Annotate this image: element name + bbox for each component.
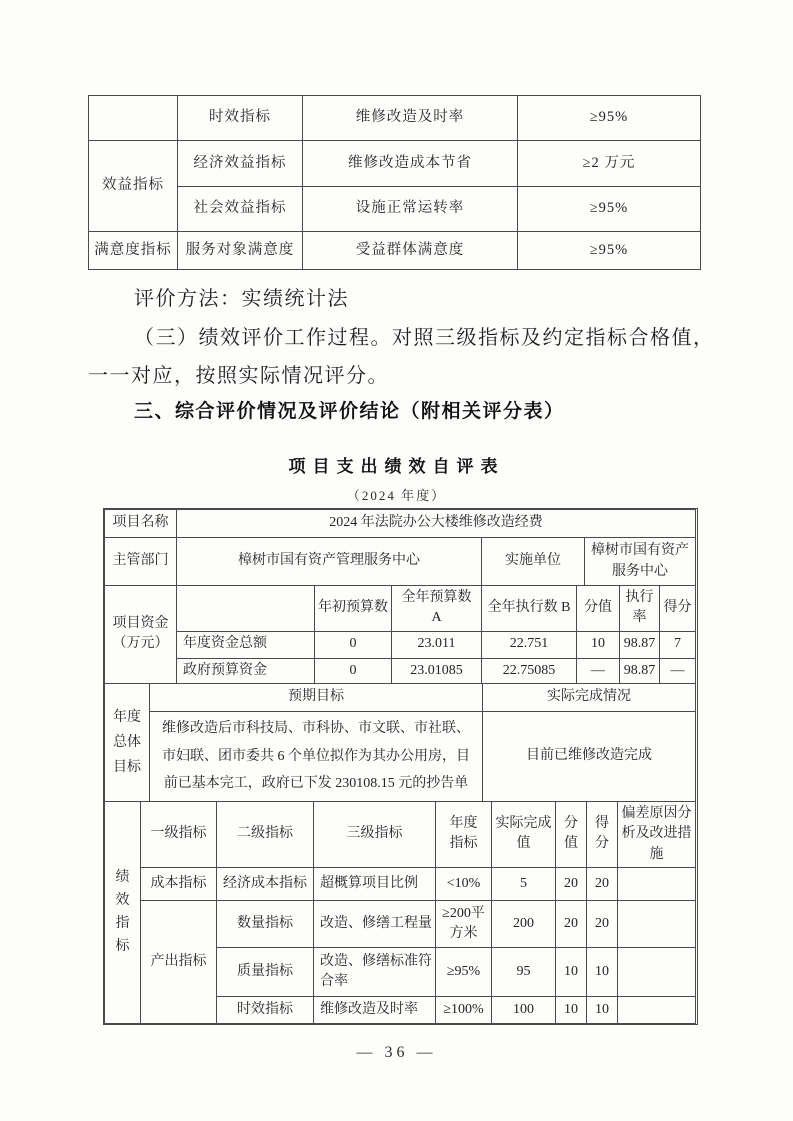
perf-weight: 20: [556, 867, 587, 900]
actual-completion-header: 实际完成情况: [483, 683, 696, 711]
header-level2: 二级指标: [217, 801, 314, 867]
funds-executed-value: 22.751: [482, 631, 577, 658]
perf-annual: <10%: [436, 867, 492, 900]
funds-score-value: 7: [660, 631, 696, 658]
perf-actual: 5: [492, 867, 556, 900]
header-score: 得分: [587, 801, 618, 867]
project-name-value: 2024 年法院办公大楼维修改造经费: [177, 510, 696, 538]
target-cell: ≥95%: [518, 187, 701, 232]
funds-row-name: 政府预算资金: [177, 658, 315, 683]
perf-level1: 成本指标: [141, 867, 217, 900]
funds-header-initial: 年初预算数: [315, 586, 392, 632]
level2-cell: 时效指标: [178, 96, 303, 141]
header-level1: 一级指标: [141, 801, 217, 867]
table-row: [105, 711, 696, 801]
section-heading: 三、综合评价情况及评价结论（附相关评分表）: [134, 401, 565, 422]
table-row: [89, 232, 701, 270]
funds-budget-value: 23.011: [392, 631, 482, 658]
table-row: [89, 96, 701, 141]
header-level3: 三级指标: [314, 801, 436, 867]
project-info-segment: [104, 509, 696, 586]
level1-cell: [89, 96, 178, 141]
perf-annual: ≥95%: [436, 947, 492, 996]
annual-goal-segment: [104, 683, 696, 802]
perf-weight: 10: [556, 947, 587, 996]
funds-row-name: 年度资金总额: [177, 631, 315, 658]
funds-header-budget: 全年预算数 A: [392, 586, 482, 632]
perf-deviation: [618, 867, 696, 900]
perf-level2: 经济成本指标: [217, 867, 314, 900]
process-paragraph-line1: （三）绩效评价工作过程。对照三级指标及约定指标合格值，: [134, 327, 715, 349]
level3-cell: 维修改造及时率: [303, 96, 518, 141]
funds-initial-value: 0: [315, 631, 392, 658]
funds-empty-header: [177, 586, 315, 632]
perf-level2: 时效指标: [217, 996, 314, 1023]
self-eval-table-title: 项目支出绩效自评表: [288, 457, 505, 476]
table-row: [105, 510, 696, 538]
header-deviation: 偏差原因分析及改进措施: [618, 801, 696, 867]
perf-score: 20: [587, 867, 618, 900]
perf-score: 20: [587, 900, 618, 947]
perf-deviation: [618, 900, 696, 947]
header-annual: 年度指标: [436, 801, 492, 867]
level3-cell: 受益群体满意度: [303, 232, 518, 270]
funds-segment: [104, 585, 696, 684]
target-cell: ≥95%: [518, 96, 701, 141]
funds-header-score: 得分: [660, 586, 696, 632]
perf-annual: ≥100%: [436, 996, 492, 1023]
perf-level3: 改造、修缮工程量: [314, 900, 436, 947]
funds-score-value: —: [660, 658, 696, 683]
perf-actual: 200: [492, 900, 556, 947]
target-cell: ≥95%: [518, 232, 701, 270]
actual-completion-text: 目前已维修改造完成: [483, 711, 696, 801]
funds-weight-value: —: [577, 658, 620, 683]
funds-initial-value: 0: [315, 658, 392, 683]
table-row: [105, 658, 696, 683]
perf-level1: 产出指标: [141, 900, 217, 1023]
indicator-continuation-table: [88, 95, 700, 270]
self-eval-table-subtitle: （2024 年度）: [346, 488, 447, 503]
table-row: [89, 141, 701, 187]
page-number: — 36 —: [356, 1044, 437, 1061]
process-paragraph-line2: 一一对应，按照实际情况评分。: [88, 365, 389, 387]
expected-goal-text: 维修改造后市科技局、市科协、市文联、市社联、市妇联、团市委共 6 个单位拟作为其办公用房，目前已基本完工，政府已下发 230108.15 元的抄告单: [150, 711, 483, 801]
level1-cell: 效益指标: [89, 141, 178, 232]
perf-actual: 100: [492, 996, 556, 1023]
perf-weight: 10: [556, 996, 587, 1023]
funds-rate-value: 98.87: [620, 631, 660, 658]
target-cell: ≥2 万元: [518, 141, 701, 187]
header-weight: 分值: [556, 801, 587, 867]
table-row: [105, 586, 696, 632]
self-eval-table: [103, 508, 698, 1025]
funds-budget-value: 23.01085: [392, 658, 482, 683]
department-value: 樟树市国有资产管理服务中心: [177, 538, 482, 586]
funds-rate-value: 98.87: [620, 658, 660, 683]
funds-executed-value: 22.75085: [482, 658, 577, 683]
implementer-value: 樟树市国有资产服务中心: [585, 538, 696, 586]
annual-goal-label: 年度总体目标: [105, 683, 150, 801]
funds-label: 项目资金（万元）: [105, 586, 177, 684]
funds-header-weight: 分值: [577, 586, 620, 632]
implementer-label: 实施单位: [482, 538, 585, 586]
table-row: [105, 900, 696, 947]
table-row: [105, 631, 696, 658]
perf-level2: 数量指标: [217, 900, 314, 947]
evaluation-method-line: 评价方法：实绩统计法: [134, 288, 349, 310]
level2-cell: 经济效益指标: [178, 141, 303, 187]
performance-label: 绩效指标: [105, 801, 141, 1023]
perf-deviation: [618, 996, 696, 1023]
perf-score: 10: [587, 947, 618, 996]
perf-level2: 质量指标: [217, 947, 314, 996]
perf-level3: 改造、修缮标准符合率: [314, 947, 436, 996]
perf-weight: 20: [556, 900, 587, 947]
level2-cell: 服务对象满意度: [178, 232, 303, 270]
department-label: 主管部门: [105, 538, 177, 586]
table-row: [105, 801, 696, 867]
level3-cell: 设施正常运转率: [303, 187, 518, 232]
perf-actual: 95: [492, 947, 556, 996]
table-row: [105, 538, 696, 586]
perf-annual: ≥200平方米: [436, 900, 492, 947]
perf-deviation: [618, 947, 696, 996]
level2-cell: 社会效益指标: [178, 187, 303, 232]
expected-goal-header: 预期目标: [150, 683, 483, 711]
funds-weight-value: 10: [577, 631, 620, 658]
level3-cell: 维修改造成本节省: [303, 141, 518, 187]
table-row: [105, 867, 696, 900]
performance-segment: [104, 801, 696, 1024]
level1-cell: 满意度指标: [89, 232, 178, 270]
header-actual: 实际完成值: [492, 801, 556, 867]
project-name-label: 项目名称: [105, 510, 177, 538]
perf-level3: 维修改造及时率: [314, 996, 436, 1023]
funds-header-rate: 执行率: [620, 586, 660, 632]
table-row: [89, 187, 701, 232]
perf-level3: 超概算项目比例: [314, 867, 436, 900]
perf-score: 10: [587, 996, 618, 1023]
funds-header-executed: 全年执行数 B: [482, 586, 577, 632]
table-row: [105, 683, 696, 711]
